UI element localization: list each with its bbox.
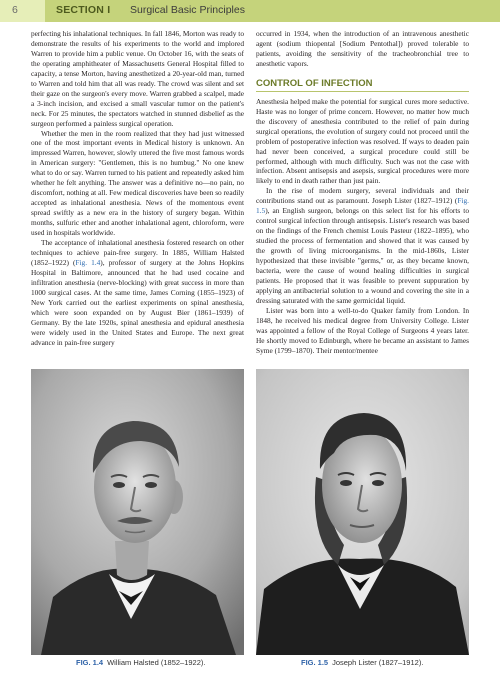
paragraph: occurred in 1934, when the introduction of an intravenous anesthetic agent (sodium thiopental [Sodium Pentothal]) proved tolerable to patients, avoiding the sensitivity of the tracheobronchial tree to anesthetic vapors. — [256, 29, 469, 68]
figure-label: FIG. 1.4 — [76, 658, 104, 667]
section-heading: CONTROL OF INFECTION — [256, 78, 469, 92]
figure-caption-text: William Halsted (1852–1922). — [107, 658, 206, 667]
right-text-column — [256, 29, 469, 356]
paragraph: Whether the men in the room realized that they had just witnessed one of the most important events in Medical history is unknown. An impressed Warren, however, slowly uttered the five most famous words in American surgery: "Gentlemen, this is no humbug." No one knew what to do or say. Warren turned to his patient and repeatedly asked him whether he felt anything. The answer was a definitive no—no pain, no discomfort, nothing at all. Few medical discoveries have been so readily accepted as inhalational anesthesia. News of the momentous event spread swiftly as a new era in the history of surgery began. Within months, sulfuric ether and another inhalational agent, chloroform, were used in hospitals worldwide. — [31, 128, 244, 238]
header-band — [45, 0, 500, 22]
figure-caption — [301, 658, 423, 667]
running-header — [0, 0, 500, 22]
figure-reference-link[interactable]: Fig. 1.5 — [256, 196, 469, 216]
paragraph — [31, 238, 244, 347]
paragraph: Lister was born into a well-to-do Quaker family from London. In 1848, he received his medical degree from University College. Lister was appointed a fellow of the Royal College of Surgeons 4 years later. He shortly moved to Edinburgh, where he became an assistant to James Syme (1799–1870). Their mentor/mentee — [256, 305, 469, 355]
figure-caption — [76, 658, 205, 667]
paragraph: Anesthesia helped make the potential for surgical cures more seductive. Haste was no longer of prime concern. However, no matter how much the discovery of anesthesia contributed to the relief of pain during surgical operations, the evolution of surgery could not proceed until the problem of postoperative infection was resolved. If ways to deaden pain had never been conceived, a surgical procedure could still be performed, although with much difficulty. Such was not the case with infection. Absent antisepsis and asepsis, surgical procedures were more likely to end in death rather than just pain. — [256, 96, 469, 186]
paragraph-text: ), an English surgeon, belongs on this select list for his efforts to control surgical infection through antisepsis. Lister's research was based on the findings of the French chemist Louis Pasteur (1822–1895), who studied the process of fermentation and showed that it was caused by the growth of living microorganisms. In the mid-1860s, Lister hypothesized that these invisible "germs," or, as they became known, bacteria, were the cause of wound healing difficulties in surgical patients. He proposed that it was feasible to prevent suppuration by applying an antibacterial solution to a wound and covering the site in a dressing saturated with the same germicidal liquid. — [256, 206, 469, 305]
paragraph-text: The acceptance of inhalational anesthesia fostered research on other techniques to achieve pain-free surgery. In 1885, William Halsted (1852–1922) ( — [31, 238, 244, 267]
section-title: Surgical Basic Principles — [130, 4, 245, 16]
page-number: 6 — [12, 4, 18, 16]
figure-label: FIG. 1.5 — [301, 658, 329, 667]
figure-caption-text: Joseph Lister (1827–1912). — [332, 658, 424, 667]
paragraph — [256, 186, 469, 305]
portrait-photo-lister — [256, 369, 469, 655]
paragraph-text: ), professor of surgery at the Johns Hopkins Hospital in Baltimore, announced that he had used cocaine and infiltration anesthesia (nerve-blocking) with great success in more than 1000 surgical cases. At the same time, James Corning (1855–1923) of New York carried out the earliest experiments on spinal anesthesia, which were soon expanded on by August Bier (1861–1939) of Germany. By the late 1920s, spinal anesthesia and epidural anesthesia were widely used in the United States and Europe. The next great advance in pain-free surgery — [31, 257, 244, 347]
page-number-box — [0, 0, 45, 22]
paragraph: perfecting his inhalational techniques. In fall 1846, Morton was ready to demonstrate the results of his experiments to the world and implored Warren to provide him a public venue. On October 16, with the seats of the operating amphitheater of Massachusetts General Hospital filled to capacity, a tense Morton, having anesthetized a 20-year-old man, turned to Warren and told him that all was ready. The crowd was silent and set their gaze on the surgeon's every move. Warren grabbed a scalpel, made a 3-inch incision, and excised a small vascular tumor on the patient's neck. For 25 minutes, the spectators watched in stunned disbelief as the surgeon performed a painless surgical operation. — [31, 29, 244, 128]
portrait-photo-halsted — [31, 369, 244, 655]
figure-reference-link[interactable]: Fig. 1.4 — [75, 257, 101, 267]
left-text-column — [31, 29, 244, 348]
section-label: SECTION I — [56, 4, 111, 16]
paragraph-text: In the rise of modern surgery, several individuals and their contributions stand out as paramount. Joseph Lister (1827–1912) ( — [256, 186, 469, 206]
